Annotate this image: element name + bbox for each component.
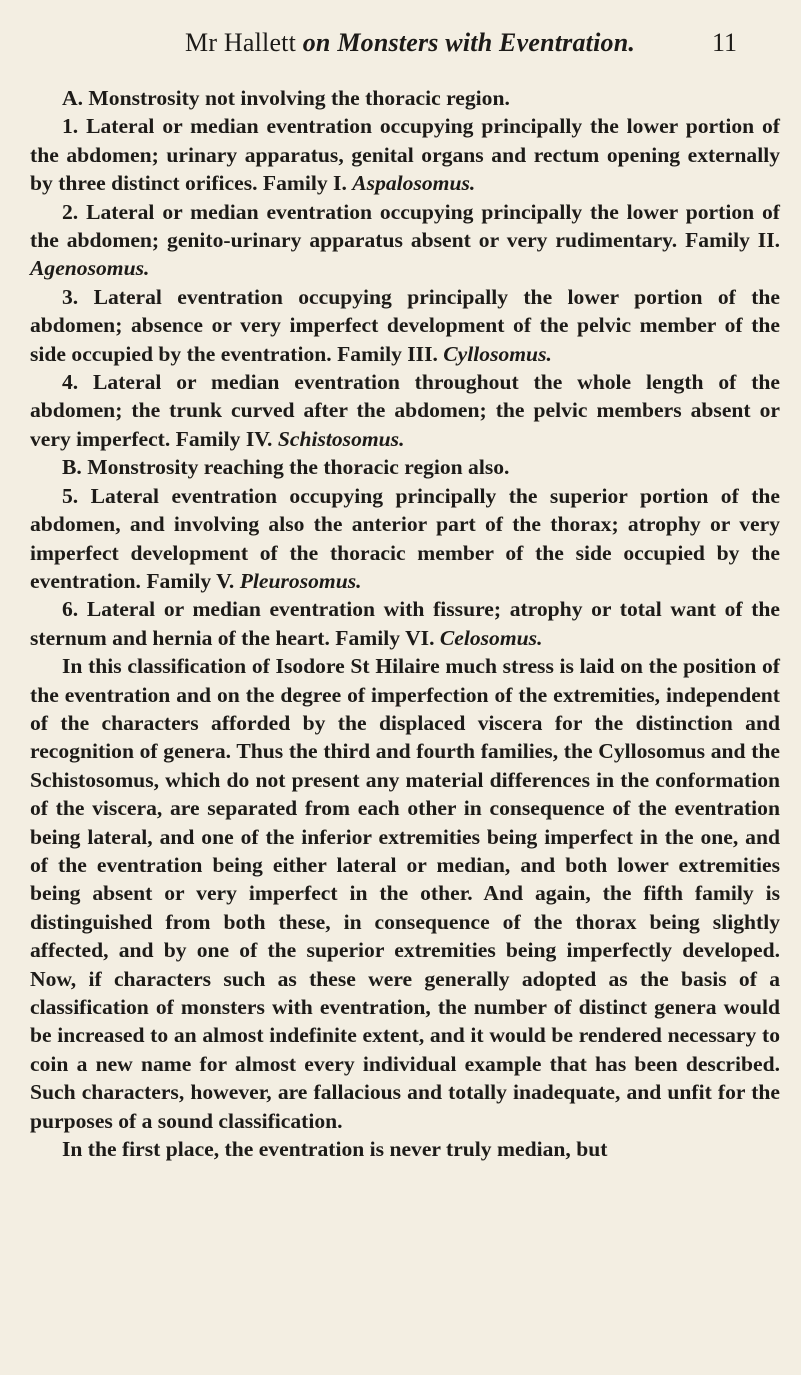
paragraph-discussion: In this classification of Isodore St Hilaire much stress is laid on the position of the eventration and on the degree of imperfection of the extremities, independent of the characters afforded by the displaced viscera for the distinction and recognition of genera. Thus the third and fourth families, the Cyllosomus and the Schistosomus, which do not present any material differences in the conformation of the viscera, are separated from each other in consequence of the eventration being lateral, and one of the inferior extremities being imperfect in the one, and of the eventration being either lateral or median, and both lower extremities being absent or very imperfect in the other. And again, the fifth family is distinguished from both these, in consequence of the thorax being slightly affected, and by one of the superior extremities being imperfectly developed. Now, if characters such as these were generally adopted as the basis of a classification of monsters with eventration, the number of distinct genera would be increased to an almost indefinite extent, and it would be rendered necessary to coin a new name for almost every individual example that has been described. Such characters, however, are fallacious and totally inadequate, and unfit for the purposes of a sound classification. [30,654,780,1133]
family-name: Aspalosomus. [352,171,476,196]
body-text [30,84,780,1163]
running-title-on: on [302,28,331,57]
paragraph-b: B. Monstrosity reaching the thoracic region also. [62,455,510,480]
family-name: Cyllosomus. [443,341,552,366]
paragraph-a: A. Monstrosity not involving the thoracic region. [62,86,510,110]
family-name: Agenosomus. [30,256,150,281]
paragraph-4: 4. Lateral or median eventration throughout the whole length of the abdomen; the trunk curved after the abdomen; the pelvic members absent or very imperfect. Family IV. Schistosomus. [30,370,780,451]
paragraph-5: 5. Lateral eventration occupying principally the superior portion of the abdomen, and involving also the anterior part of the thorax; atrophy or very imperfect development of the thoracic member of the side occupied by the eventration. Family V. Pleurosomus. [30,483,780,593]
paragraph-2: 2. Lateral or median eventration occupying principally the lower portion of the abdomen; genito-urinary apparatus absent or very rudimentary. Family II. Agenosomus. [30,199,780,281]
paragraph-6: 6. Lateral or median eventration with fissure; atrophy or total want of the sternum and hernia of the heart. Family VI. Celosomus. [30,597,780,650]
running-head [0,28,801,68]
paragraph-3: 3. Lateral eventration occupying principally the lower portion of the abdomen; absence or very imperfect development of the pelvic member of the side occupied by the eventration. Family III. Cyllosomus. [30,284,780,366]
running-author: Mr Hallett [185,28,297,57]
page-number: 11 [712,28,738,57]
running-title-main: Monsters with Eventration. [337,28,636,57]
family-name: Celosomus. [439,625,543,650]
family-name: Pleurosomus. [239,568,362,593]
paragraph-last: In the first place, the eventration is never truly median, but [62,1137,608,1162]
paragraph-1: 1. Lateral or median eventration occupying principally the lower portion of the abdomen; urinary apparatus, genital organs and rectum opening externally by three distinct orifices. Family I. Aspalosomus. [30,114,780,196]
running-title [185,28,635,58]
family-name: Schistosomus. [277,426,405,451]
